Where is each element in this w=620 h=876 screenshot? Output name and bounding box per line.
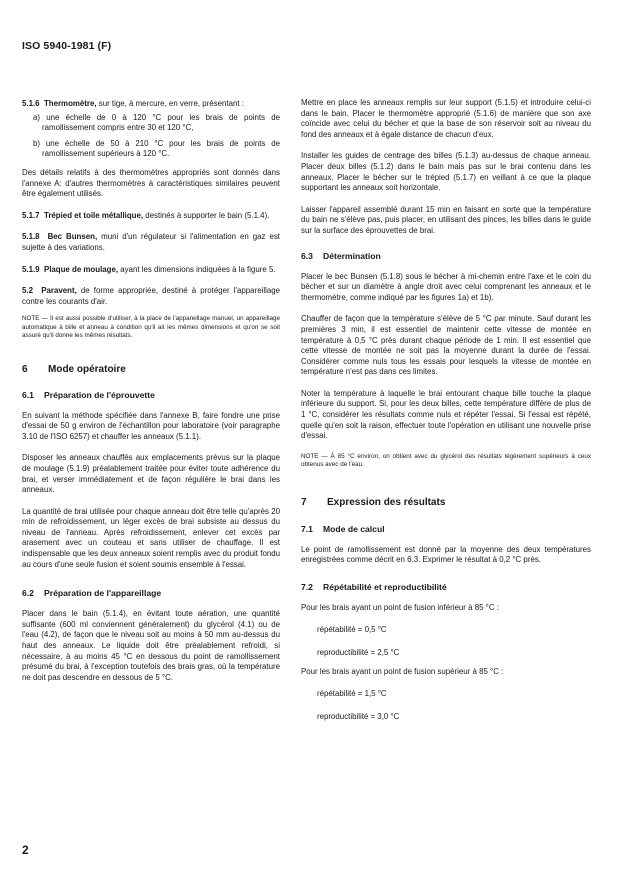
clause-text: muni d'un régulateur si l'alimentation en gaz est sujette à des variations. xyxy=(22,232,280,252)
clause-number: 5.1.7 xyxy=(22,210,40,220)
clause-title: Thermomètre, xyxy=(43,99,97,108)
paragraph: Disposer les anneaux chauffés aux emplacements prévus sur la plaque de moulage (5.1.9) préalablement traitée pour éviter toute adhérence du brai, et verser immédiatement et de façon régulière le brai dans les anneaux. xyxy=(22,453,280,495)
paragraph: Placer dans le bain (5.1.4), en évitant toute aération, une quantité suffisante (600 ml conviennent généralement) du glycérol (4.1) ou de l'eau (4.2), de façon que le niveau soit au moins à 50 mm au-dessus du haut des anneaux. Le liquide doit être préalablement refroidi, si nécessaire, à au moins 45 °C en dessous du point de ramollissement présumé du brai, à l'exception toutefois des brais gras, où la température ne doit pas descendre en dessous de 5 °C. xyxy=(22,609,280,682)
paragraph: Pour les brais ayant un point de fusion inférieur à 85 °C : xyxy=(301,602,499,612)
repeatability-value: répétabilité = 0,5 °C xyxy=(317,625,387,635)
paragraph: Placer le bec Bunsen (5.1.8) sous le bécher à mi-chemin entre l'axe et le coin du bécher et sur un diamètre à angle droit avec celui comprenant les anneaux et le thermomètre, comme indiqué par les figures 1a) et 1b). xyxy=(301,271,591,302)
paragraph: Pour les brais ayant un point de fusion supérieur à 85 °C : xyxy=(301,666,504,676)
section-heading-7-2: 7.2 Répétabilité et reproductibilité xyxy=(301,581,447,592)
clause-title: Plaque de moulage, xyxy=(43,264,119,274)
paragraph: Noter la température à laquelle le brai entourant chaque bille touche la plaque inférieure du support. Si, pour les deux billes, cette température diffère de plus de 1 °C, considérer les résultats comme nuls et répéter l'essai. Si l'essai est répété, quelle qu'en soit la raison, effectuer toute l'opération en utilisant une nouvelle prise d'essai. xyxy=(301,388,591,441)
clause-text: sur tige, à mercure, en verre, présentant : xyxy=(96,99,244,108)
clause-title: Paravent, xyxy=(41,286,77,296)
clause-5-1-8 xyxy=(22,232,280,253)
paragraph: Installer les guides de centrage des billes (5.1.3) au-dessus de chaque anneau. Placer deux billes (5.1.2) dans le bain mais pas sur le brai contenu dans les anneaux. Placer le bécher sur le trépied (5.1.7) en veillant à ce que la plaque supportant les anneaux soit horizontale. xyxy=(301,151,591,193)
right-column xyxy=(301,98,591,722)
clause-number: 5.1.6 xyxy=(22,99,40,108)
clause-number: 5.1.8 xyxy=(22,232,40,242)
section-heading-7-1: 7.1 Mode de calcul xyxy=(301,523,385,534)
section-heading-6-2: 6.2 Préparation de l'appareillage xyxy=(22,588,162,599)
section-heading-7: 7 Expression des résultats xyxy=(301,496,446,508)
clause-5-1-6 xyxy=(22,99,280,110)
clause-number: 5.1.9 xyxy=(22,264,40,274)
clause-5-2 xyxy=(22,286,280,307)
clause-text: de forme appropriée, destiné à protéger l'appareillage contre les courants d'air. xyxy=(22,286,281,306)
left-column xyxy=(22,99,280,683)
note: NOTE — Il est aussi possible d'utiliser, à la place de l'appareillage manuel, un appareillage automatique à bille et anneau à condition qu'il ait les mêmes dimensions et qu'on se soit assuré qu'il donne les mêmes résultats. xyxy=(22,315,280,340)
clause-5-1-9 xyxy=(22,265,280,276)
reproducibility-value: reproductibilité = 3,0 °C xyxy=(317,711,400,721)
clause-number: 5.2 xyxy=(22,286,33,296)
section-heading-6: 6 Mode opératoire xyxy=(22,363,126,375)
clause-title: Trépied et toile métallique, xyxy=(43,210,144,220)
list-item-a: a) une échelle de 0 à 120 °C pour les brais de points de ramollissement compris entre 30 et 120 °C, xyxy=(33,112,280,133)
paragraph: La quantité de brai utilisée pour chaque anneau doit être telle qu'après 20 min de refroidissement, un léger excès de brai subsiste au dessus du niveau de l'anneau. Après refroidissement, enlever cet excès par arasement avec un couteau et sans utiliser de chauffage. Il est indispensable que les deux anneaux soient remplis avec du produit fondu au cours d'une seule fusion et soient soumis ensemble à l'essai. xyxy=(22,506,280,569)
paragraph: Des détails relatifs à des thermomètres appropriés sont donnés dans l'annexe A: d'autres thermomètres à caractéristiques similaires peuvent être également utilisés. xyxy=(22,167,280,199)
list-item-b: b) une échelle de 50 à 210 °C pour les brais de points de ramollissement supérieurs à 120 °C. xyxy=(33,138,280,159)
clause-text: ayant les dimensions indiquées à la figure 5. xyxy=(118,264,276,274)
section-heading-6-1: 6.1 Préparation de l'éprouvette xyxy=(22,389,155,400)
section-heading-6-3: 6.3 Détermination xyxy=(301,250,381,261)
note: NOTE — À 85 °C environ, on obtient avec du glycérol des résultats légèrement supérieurs à ceux obtenus avec de l'eau. xyxy=(301,452,591,469)
paragraph: Chauffer de façon que la température s'élève de 5 °C par minute. Sauf durant les premières 3 min, il est essentiel de maintenir cette vitesse de montée en température à 0,5 °C près durant chaque période de 1 min. Il est essentiel que cette vitesse de montée ne soit pas la moyenne durant la durée de l'essai. Considérer comme nuls tous les essais pour lesquels la vitesse de montée en température n'est pas dans ces limites. xyxy=(301,314,591,377)
paragraph: Le point de ramollissement est donné par la moyenne des deux températures enregistrées comme décrit en 6.3. Exprimer le résultat à 0,2 °C près. xyxy=(301,544,591,565)
repeatability-value: répétabilité = 1,5 °C xyxy=(317,689,387,699)
page-number: 2 xyxy=(22,843,29,857)
reproducibility-value: reproductibilité = 2,5 °C xyxy=(317,648,400,658)
paragraph: En suivant la méthode spécifiée dans l'annexe B, faire fondre une prise d'essai de 50 g environ de l'échantillon pour laboratoire (voir paragraphe 3.10 de l'ISO 6257) et chauffer les anneaux (5.1.1). xyxy=(22,410,280,441)
document-header: ISO 5940-1981 (F) xyxy=(22,40,112,52)
paragraph: Laisser l'appareil assemblé durant 15 min en faisant en sorte que la température du bain ne s'élève pas, puis placer, en utilisant des pinces, les billes dans le guide sur la surface des éprouvettes de brai. xyxy=(301,204,591,235)
clause-5-1-7 xyxy=(22,211,280,222)
clause-title: Bec Bunsen, xyxy=(47,232,98,242)
paragraph: Mettre en place les anneaux remplis sur leur support (5.1.5) et introduire celui-ci dans le bain. Placer le thermomètre approprié (5.1.6) de manière que son axe coïncide avec celui du bécher et que la base de son réservoir soit au niveau du fond des anneaux et à égale distance de chacun d'eux. xyxy=(301,98,591,139)
clause-text: destinés à supporter le bain (5.1.4). xyxy=(143,210,270,220)
